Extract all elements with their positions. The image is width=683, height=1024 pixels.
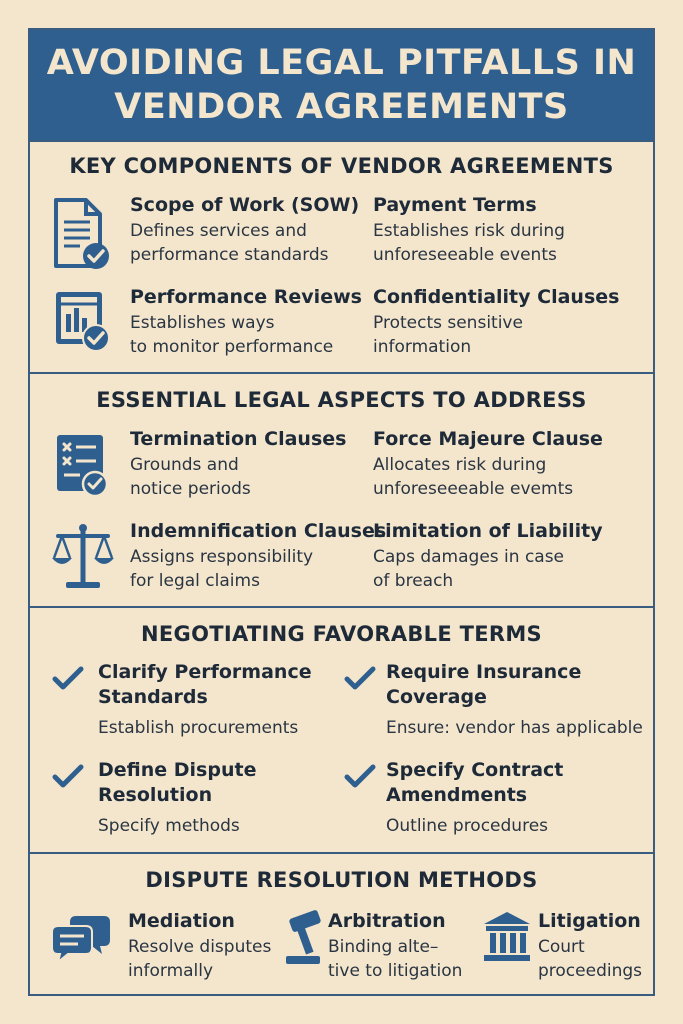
checkmark-icon	[52, 764, 84, 790]
checkmark-icon	[52, 666, 84, 692]
item-desc-2: tive to litigation	[328, 961, 463, 981]
section-heading: NEGOTIATING FAVORABLE TERMS	[141, 622, 542, 646]
item-desc-2: information	[373, 337, 472, 357]
item-desc-2: performance standards	[130, 245, 329, 265]
component-item-1	[130, 194, 359, 267]
item-title: Arbitration	[328, 910, 446, 932]
item-title: Confidentiality Clauses	[373, 286, 620, 308]
section-legal-aspects	[30, 372, 653, 606]
dispute-item-mediation	[128, 910, 271, 983]
item-title-2: Amendments	[386, 784, 528, 806]
item-title-1: Define Dispute	[98, 759, 257, 781]
page-title	[30, 30, 653, 142]
item-desc-1: Court	[538, 937, 585, 957]
courthouse-icon	[482, 910, 532, 962]
checkmark-icon	[344, 764, 376, 790]
item-title: Force Majeure Clause	[373, 428, 603, 450]
infographic-card	[28, 28, 655, 996]
negotiating-item-2	[386, 660, 643, 738]
title-line-2: VENDOR AGREEMENTS	[114, 87, 569, 127]
item-desc-1: Allocates risk during	[373, 455, 547, 475]
component-item-3	[130, 286, 362, 359]
item-desc-2: notice periods	[130, 479, 251, 499]
item-desc-1: Grounds and	[130, 455, 239, 475]
item-desc: Specify methods	[98, 816, 240, 836]
item-desc-2: unforeseeeable evemts	[373, 479, 574, 499]
item-desc: Outline procedures	[386, 816, 549, 836]
negotiating-item-4	[386, 758, 563, 836]
negotiating-item-1	[98, 660, 312, 738]
checklist-icon	[54, 432, 112, 498]
item-title: Mediation	[128, 910, 235, 932]
item-title: Payment Terms	[373, 194, 537, 216]
section-heading: KEY COMPONENTS OF VENDOR AGREEMENTS	[69, 154, 614, 178]
item-title-1: Clarify Performance	[98, 661, 312, 683]
item-desc-1: Defines services and	[130, 221, 307, 241]
dispute-item-arbitration	[328, 910, 462, 983]
component-item-4	[373, 286, 619, 359]
item-desc-2: of breach	[373, 571, 454, 591]
item-desc-1: Protects sensitive	[373, 313, 523, 333]
component-item-2	[373, 194, 565, 267]
legal-item-1	[130, 428, 346, 501]
item-desc: Establish procurements	[98, 718, 299, 738]
title-line-1: AVOIDING LEGAL PITFALLS IN	[46, 43, 637, 83]
item-desc-1: Establishes risk during	[373, 221, 565, 241]
item-title: Performance Reviews	[130, 286, 362, 308]
chart-check-icon	[52, 288, 112, 352]
document-check-icon	[52, 196, 112, 272]
item-desc-2: to monitor performance	[130, 337, 334, 357]
item-desc-1: Caps damages in case	[373, 547, 565, 567]
checkmark-icon	[344, 666, 376, 692]
item-title: Litigation	[538, 910, 641, 932]
section-negotiating	[30, 606, 653, 852]
item-title: Scope of Work (SOW)	[130, 194, 360, 216]
item-title: Termination Clauses	[130, 428, 347, 450]
scales-icon	[50, 520, 116, 594]
item-desc-1: Binding alte–	[328, 937, 439, 957]
item-desc-1: Assigns responsibility	[130, 547, 314, 567]
item-desc-2: for legal claims	[130, 571, 260, 591]
section-heading: ESSENTIAL LEGAL ASPECTS TO ADDRESS	[96, 388, 587, 412]
negotiating-item-3	[98, 758, 256, 836]
item-desc-2: unforeseeable events	[373, 245, 557, 265]
item-title: Limitation of Liability	[373, 520, 603, 542]
item-title: Indemnification Clauses	[130, 520, 387, 542]
item-title-2: Coverage	[386, 686, 487, 708]
item-title-2: Resolution	[98, 784, 213, 806]
dispute-item-litigation	[538, 910, 642, 983]
item-desc-1: Resolve disputes	[128, 937, 272, 957]
section-key-components	[30, 140, 653, 372]
item-desc-2: proceedings	[538, 961, 643, 981]
section-dispute-resolution	[30, 852, 653, 996]
speech-bubbles-icon	[52, 912, 112, 964]
item-desc-2: informally	[128, 961, 214, 981]
item-title-2: Standards	[98, 686, 208, 708]
item-title-1: Specify Contract	[386, 759, 564, 781]
item-desc-1: Establishes ways	[130, 313, 275, 333]
section-heading: DISPUTE RESOLUTION METHODS	[145, 868, 538, 892]
gavel-icon	[282, 910, 328, 968]
legal-item-4	[373, 520, 603, 593]
item-title-1: Require Insurance	[386, 661, 582, 683]
legal-item-2	[373, 428, 603, 501]
legal-item-3	[130, 520, 386, 593]
item-desc: Ensure: vendor has applicable	[386, 718, 643, 738]
